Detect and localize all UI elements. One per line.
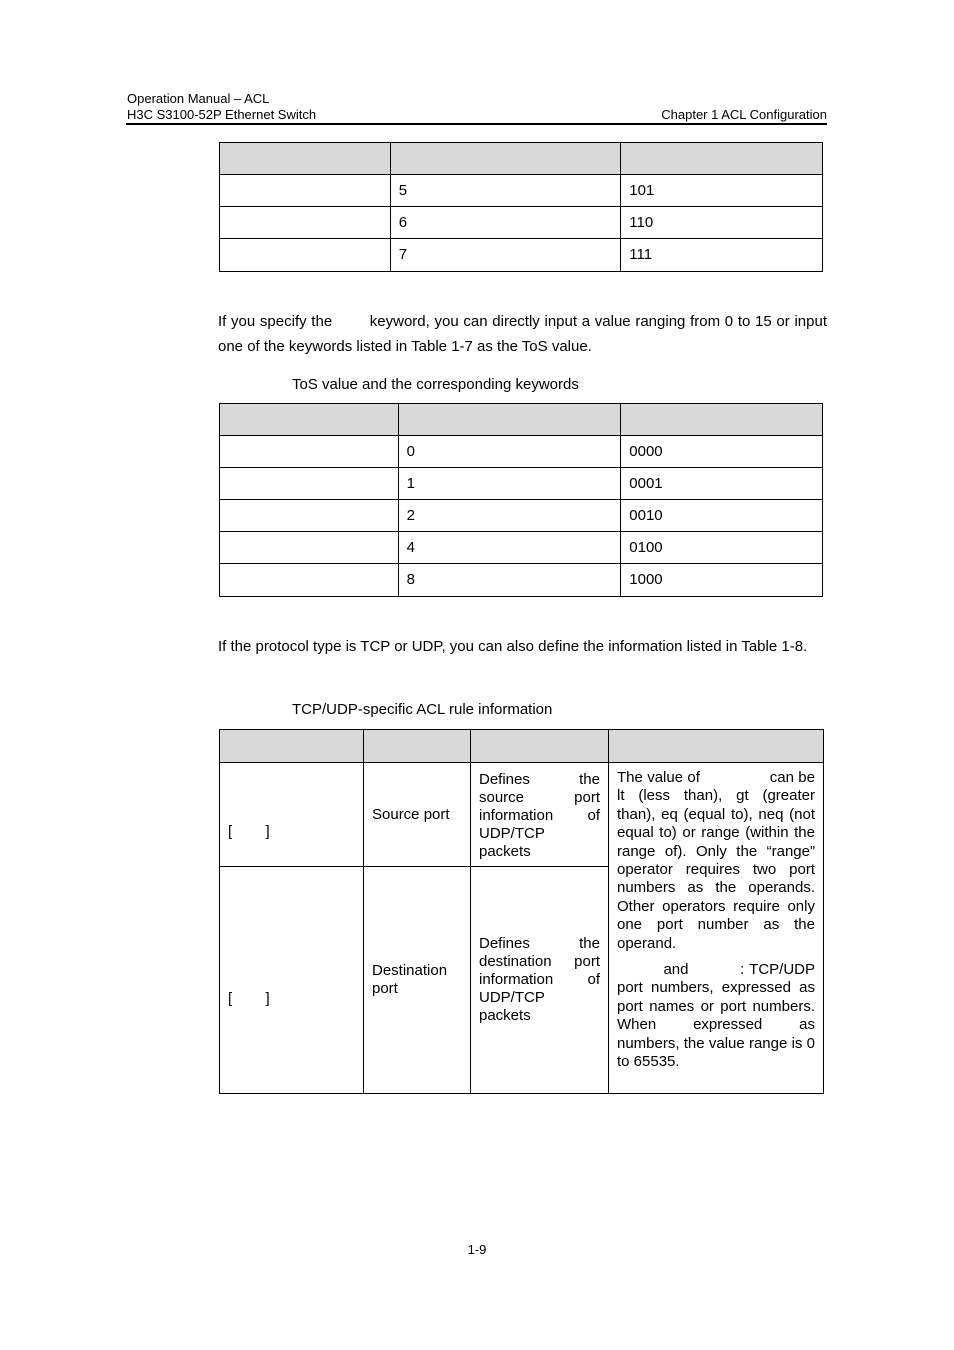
tos-table-caption: ToS value and the corresponding keywords	[292, 376, 579, 393]
chapter-title: Chapter 1 ACL Configuration	[661, 107, 827, 122]
table-row-source-port	[220, 763, 824, 867]
tos-paragraph: If you specify the keyword, you can directly input a value ranging from 0 to 15 or input one of the keywords listed in Table 1-7 as the ToS value.	[218, 313, 832, 355]
table-header-cell	[471, 730, 609, 763]
table-cell: 4	[398, 532, 621, 564]
table-row	[220, 175, 823, 207]
source-port-function-text: Defines the source port information of UDP/TCP packets	[479, 770, 600, 860]
operator-description: The value of can be lt (less than), gt (greater than), eq (equal to), neq (not equal to) or range (within the range of). Only the “range” operator requires two port numbers as the operands. Other operators require only one port number as the operand.	[617, 769, 820, 952]
table-header-row	[220, 404, 823, 436]
table-cell: 0	[398, 436, 621, 468]
manual-title: Operation Manual – ACL	[127, 91, 270, 106]
source-port-param-cell: [ ]	[220, 763, 364, 867]
table-header-cell	[220, 404, 399, 436]
table-cell	[220, 564, 399, 597]
table-cell: 0000	[621, 436, 823, 468]
table-cell	[220, 532, 399, 564]
table-row	[220, 564, 823, 597]
table-cell: 6	[390, 207, 621, 239]
table-header-row	[220, 143, 823, 175]
table-cell: 1	[398, 468, 621, 500]
header-divider	[126, 123, 827, 125]
table-cell	[220, 207, 391, 239]
table-cell: 101	[621, 175, 823, 207]
destination-port-type-cell: Destination port	[364, 867, 471, 1094]
table-cell	[220, 175, 391, 207]
table-header-cell	[398, 404, 621, 436]
table-cell	[220, 239, 391, 272]
table-cell: 5	[390, 175, 621, 207]
destination-port-function-cell: Defines the destination port information of UDP/TCP packets	[471, 867, 609, 1094]
table-cell	[220, 468, 399, 500]
table-cell: 0001	[621, 468, 823, 500]
port-number-description: and : TCP/UDP port numbers, expressed as port names or port numbers. When expressed as numbers, the value range is 0 to 65535.	[617, 961, 820, 1071]
table-header-cell	[621, 404, 823, 436]
page-number: 1-9	[467, 1242, 487, 1257]
table-row	[220, 207, 823, 239]
table-header-cell	[390, 143, 621, 175]
table-cell	[220, 500, 399, 532]
table-row	[220, 468, 823, 500]
port-description-cell	[609, 763, 824, 1094]
table-cell: 8	[398, 564, 621, 597]
tcp-udp-table-caption: TCP/UDP-specific ACL rule information	[292, 701, 553, 718]
table-cell: 0100	[621, 532, 823, 564]
table-header-cell	[220, 143, 391, 175]
table-row	[220, 532, 823, 564]
table-header-row	[220, 730, 824, 763]
table-cell: 111	[621, 239, 823, 272]
table-header-cell	[621, 143, 823, 175]
tcp-udp-table	[219, 729, 824, 1094]
table-cell: 1000	[621, 564, 823, 597]
precedence-table	[219, 142, 823, 272]
table-header-cell	[609, 730, 824, 763]
table-header-cell	[220, 730, 364, 763]
source-port-type-cell: Source port	[364, 763, 471, 867]
source-port-function-cell	[471, 763, 609, 867]
table-cell: 110	[621, 207, 823, 239]
product-name: H3C S3100-52P Ethernet Switch	[127, 107, 317, 122]
table-cell: 0010	[621, 500, 823, 532]
table-cell: 2	[398, 500, 621, 532]
tos-table	[219, 403, 823, 597]
table-cell	[220, 436, 399, 468]
table-header-cell	[364, 730, 471, 763]
table-cell: 7	[390, 239, 621, 272]
tcp-udp-paragraph: If the protocol type is TCP or UDP, you can also define the information listed in Table 1-8.	[218, 638, 808, 655]
table-row	[220, 436, 823, 468]
destination-port-param-cell: [ ]	[220, 867, 364, 1094]
table-row	[220, 500, 823, 532]
table-row	[220, 239, 823, 272]
